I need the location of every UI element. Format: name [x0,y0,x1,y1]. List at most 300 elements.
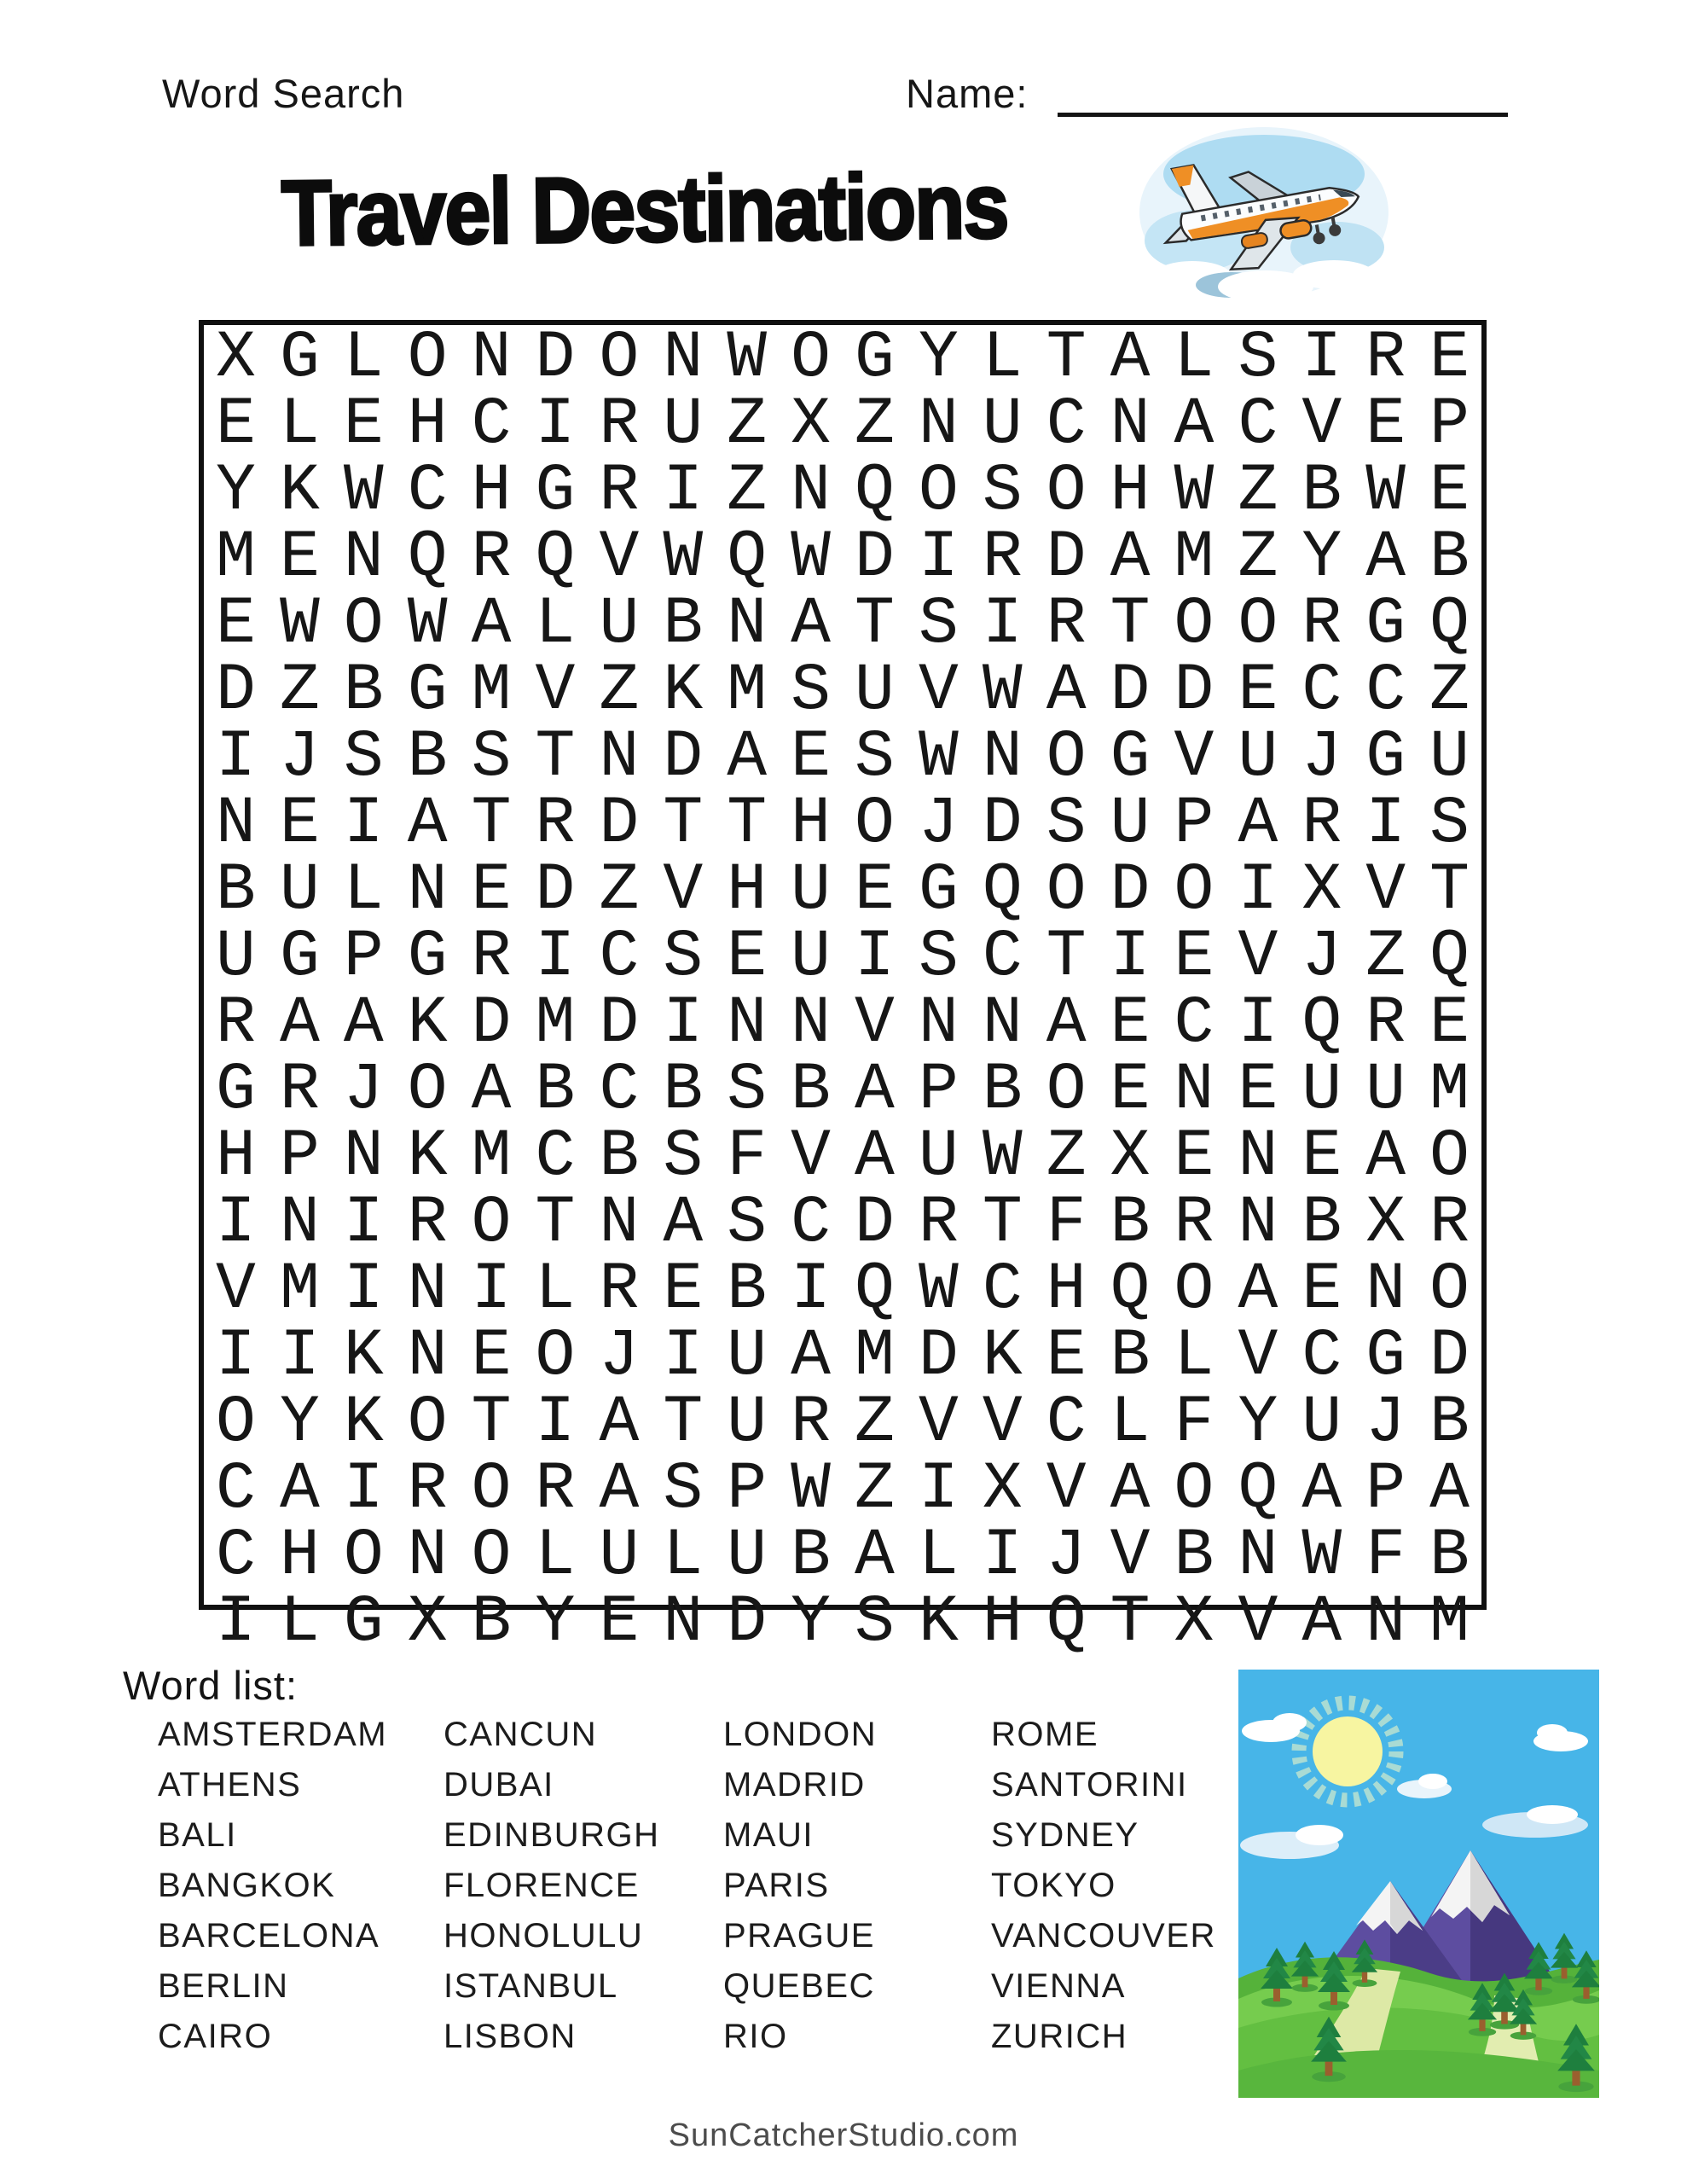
grid-letter: B [343,653,384,729]
grid-letter: A [471,1053,512,1128]
grid-letter: I [1110,920,1151,995]
grid-letter: M [471,1119,512,1194]
grid-letter: N [279,1186,320,1261]
mountain-landscape-icon [1238,1670,1599,2098]
grid-letter: C [1046,1385,1087,1461]
grid-letter: B [1110,1319,1151,1394]
puzzle-grid-frame [199,320,1487,1660]
grid-letter: B [1429,1385,1470,1461]
grid-letter: W [918,720,959,795]
grid-letter: S [471,720,512,795]
grid-letter: G [343,1585,384,1660]
word-list-item: AMSTERDAM [158,1716,388,1753]
grid-letter: Z [727,387,768,462]
grid-letter: D [1174,653,1215,729]
airplane-illustration [1136,121,1392,307]
grid-letter: V [918,1385,959,1461]
grid-letter: O [471,1519,512,1594]
grid-letter: G [1365,587,1406,662]
grid-letter: G [535,454,576,529]
grid-letter: E [791,720,831,795]
grid-letter: Z [1238,454,1278,529]
grid-letter: Z [855,1452,895,1527]
grid-letter: P [727,1452,768,1527]
grid-letter: H [279,1519,320,1594]
grid-letter: A [1110,321,1151,396]
word-list-item: SANTORINI [991,1766,1188,1804]
word-list-item: VANCOUVER [991,1917,1216,1955]
grid-letter: O [918,454,959,529]
grid-letter: R [279,1053,320,1128]
grid-letter: R [599,454,640,529]
grid-letter: N [918,986,959,1061]
grid-letter: N [407,1252,448,1327]
grid-letter: S [727,1186,768,1261]
grid-letter: Y [1238,1385,1278,1461]
grid-letter: Y [1301,520,1342,595]
grid-letter: K [407,1119,448,1194]
grid-letter: O [407,321,448,396]
grid-letter: B [1174,1519,1215,1594]
grid-letter: X [1365,1186,1406,1261]
grid-letter: T [471,1385,512,1461]
grid-letter: G [918,853,959,928]
grid-letter: A [1238,787,1278,862]
grid-letter: W [1301,1519,1342,1594]
word-list-item: EDINBURGH [443,1816,660,1854]
grid-letter: U [855,653,895,729]
word-list-heading: Word list: [123,1663,298,1708]
grid-letter: J [279,720,320,795]
name-label: Name: [906,71,1029,116]
grid-letter: P [1174,787,1215,862]
grid-letter: I [216,1319,256,1394]
grid-letter: N [1365,1585,1406,1660]
grid-letter: U [727,1319,768,1394]
grid-letter: G [407,920,448,995]
word-list-item: SYDNEY [991,1816,1139,1854]
grid-letter: U [727,1385,768,1461]
word-list-item: CANCUN [443,1716,598,1753]
grid-letter: U [1429,720,1470,795]
grid-letter: C [982,1252,1023,1327]
grid-letter: E [663,1252,704,1327]
grid-letter: C [1301,653,1342,729]
grid-letter: S [791,653,831,729]
grid-letter: O [1174,1252,1215,1327]
grid-letter: Y [535,1585,576,1660]
grid-letter: E [1238,653,1278,729]
grid-letter: V [535,653,576,729]
grid-letter: N [1110,387,1151,462]
grid-letter: M [1429,1053,1470,1128]
grid-letter: P [1365,1452,1406,1527]
grid-letter: Y [791,1585,831,1660]
grid-letter: N [1365,1252,1406,1327]
grid-letter: R [599,387,640,462]
worksheet-type-label: Word Search [162,71,405,116]
grid-letter: A [1110,1452,1151,1527]
grid-letter: C [982,920,1023,995]
grid-letter: D [599,787,640,862]
word-list-item: ISTANBUL [443,1967,618,2005]
grid-letter: P [1429,387,1470,462]
grid-letter: W [982,653,1023,729]
grid-letter: Z [1238,520,1278,595]
grid-letter: X [407,1585,448,1660]
grid-letter: L [663,1519,704,1594]
grid-letter: V [1046,1452,1087,1527]
grid-letter: U [216,920,256,995]
grid-letter: A [1238,1252,1278,1327]
grid-letter: O [471,1186,512,1261]
grid-letter: O [216,1385,256,1461]
grid-letter: I [663,454,704,529]
grid-letter: W [727,321,768,396]
mountain-landscape-illustration [1238,1670,1599,2098]
grid-letter: N [343,520,384,595]
grid-letter: L [535,587,576,662]
grid-letter: O [471,1452,512,1527]
grid-letter: L [1174,1319,1215,1394]
grid-letter: E [1110,1053,1151,1128]
grid-letter: C [599,1053,640,1128]
grid-letter: K [279,454,320,529]
grid-letter: Z [279,653,320,729]
grid-letter: B [663,1053,704,1128]
grid-letter: J [1301,920,1342,995]
grid-letter: R [471,920,512,995]
word-list-item: BARCELONA [158,1917,380,1955]
grid-letter: O [1174,1452,1215,1527]
grid-letter: B [791,1519,831,1594]
word-list-column [991,1710,1216,2062]
grid-letter: T [727,787,768,862]
grid-letter: O [535,1319,576,1394]
grid-letter: M [1174,520,1215,595]
grid-letter: V [791,1119,831,1194]
grid-letter: D [599,986,640,1061]
grid-letter: O [407,1053,448,1128]
grid-letter: Z [855,1385,895,1461]
grid-letter: T [535,720,576,795]
grid-letter: D [471,986,512,1061]
grid-letter: I [791,1252,831,1327]
grid-letter: D [1110,653,1151,729]
grid-letter: U [1238,720,1278,795]
grid-letter: I [471,1252,512,1327]
grid-letter: I [343,1252,384,1327]
grid-letter: I [918,1452,959,1527]
grid-letter: C [535,1119,576,1194]
grid-letter: B [1429,520,1470,595]
grid-letter: R [982,520,1023,595]
grid-letter: U [1110,787,1151,862]
grid-letter: B [1301,454,1342,529]
grid-letter: V [918,653,959,729]
word-list-column [443,1710,660,2062]
grid-letter: Z [599,853,640,928]
grid-letter: G [1110,720,1151,795]
grid-letter: E [1046,1319,1087,1394]
grid-letter: O [1174,587,1215,662]
grid-letter: D [982,787,1023,862]
grid-letter: E [279,520,320,595]
grid-letter: H [471,454,512,529]
grid-letter: S [727,1053,768,1128]
grid-letter: S [918,587,959,662]
grid-letter: B [791,1053,831,1128]
grid-letter: J [1365,1385,1406,1461]
grid-letter: N [343,1119,384,1194]
grid-letter: Q [982,853,1023,928]
grid-letter: S [1429,787,1470,862]
word-list-column [723,1710,877,2062]
grid-letter: U [663,387,704,462]
grid-letter: V [982,1385,1023,1461]
grid-letter: N [791,454,831,529]
word-list-column [158,1710,387,2062]
grid-letter: E [1174,920,1215,995]
grid-letter: T [471,787,512,862]
word-list-item: FLORENCE [443,1867,640,1904]
grid-letter: G [279,920,320,995]
grid-letter: D [535,321,576,396]
grid-letter: O [343,587,384,662]
grid-letter: W [1365,454,1406,529]
grid-letter: J [918,787,959,862]
grid-letter: C [791,1186,831,1261]
grid-letter: A [855,1053,895,1128]
grid-letter: O [1429,1252,1470,1327]
grid-letter: B [663,587,704,662]
grid-letter: G [1365,1319,1406,1394]
grid-letter: D [535,853,576,928]
grid-letter: B [1110,1186,1151,1261]
grid-letter: G [407,653,448,729]
grid-letter: A [343,986,384,1061]
grid-letter: D [216,653,256,729]
grid-letter: V [1365,853,1406,928]
grid-letter: W [791,1452,831,1527]
grid-letter: S [663,920,704,995]
grid-letter: C [216,1452,256,1527]
grid-letter: T [535,1186,576,1261]
grid-letter: S [855,1585,895,1660]
word-list-item: BALI [158,1816,237,1854]
grid-letter: M [279,1252,320,1327]
grid-letter: J [343,1053,384,1128]
grid-letter: Z [855,387,895,462]
grid-letter: L [343,321,384,396]
grid-letter: M [471,653,512,729]
grid-letter: S [918,920,959,995]
grid-letter: T [982,1186,1023,1261]
word-list-item: TOKYO [991,1867,1116,1904]
grid-letter: L [279,1585,320,1660]
grid-letter: I [216,1585,256,1660]
grid-letter: F [1365,1519,1406,1594]
grid-letter: A [791,1319,831,1394]
grid-letter: A [599,1452,640,1527]
grid-letter: L [1110,1385,1151,1461]
grid-letter: E [727,920,768,995]
grid-letter: A [791,587,831,662]
grid-letter: N [407,1519,448,1594]
grid-letter: I [535,387,576,462]
grid-letter: W [982,1119,1023,1194]
grid-letter: N [407,1319,448,1394]
word-list-item: LONDON [723,1716,878,1753]
grid-letter: C [471,387,512,462]
grid-letter: V [1174,720,1215,795]
grid-letter: X [1301,853,1342,928]
word-list-item: DUBAI [443,1766,554,1804]
grid-letter: W [1174,454,1215,529]
grid-letter: I [1238,853,1278,928]
grid-letter: I [918,520,959,595]
grid-letter: T [855,587,895,662]
grid-letter: X [1110,1119,1151,1194]
grid-letter: B [1429,1519,1470,1594]
grid-letter: N [599,720,640,795]
grid-letter: I [279,1319,320,1394]
grid-letter: R [1301,787,1342,862]
grid-letter: N [918,387,959,462]
grid-letter: X [1174,1585,1215,1660]
grid-letter: H [727,853,768,928]
grid-letter: C [407,454,448,529]
grid-letter: E [599,1585,640,1660]
grid-letter: I [535,1385,576,1461]
grid-letter: Q [1301,986,1342,1061]
grid-letter: G [216,1053,256,1128]
grid-letter: E [1365,387,1406,462]
grid-letter: B [216,853,256,928]
grid-letter: I [1365,787,1406,862]
grid-letter: T [1110,587,1151,662]
grid-letter: A [407,787,448,862]
grid-letter: R [599,1252,640,1327]
grid-letter: G [855,321,895,396]
grid-letter: L [982,321,1023,396]
grid-letter: R [1174,1186,1215,1261]
grid-letter: G [1365,720,1406,795]
grid-letter: N [663,1585,704,1660]
grid-letter: N [1238,1519,1278,1594]
grid-letter: M [727,653,768,729]
grid-letter: Y [279,1385,320,1461]
word-list-item: BANGKOK [158,1867,336,1904]
grid-letter: E [1301,1119,1342,1194]
grid-letter: U [791,920,831,995]
grid-letter: S [855,720,895,795]
grid-letter: A [471,587,512,662]
grid-letter: I [535,920,576,995]
grid-letter: A [279,986,320,1061]
grid-letter: L [918,1519,959,1594]
grid-letter: D [727,1585,768,1660]
grid-letter: I [343,787,384,862]
grid-letter: H [216,1119,256,1194]
word-list-item: LISBON [443,2018,577,2055]
grid-letter: K [663,653,704,729]
grid-letter: A [1110,520,1151,595]
grid-letter: O [1046,853,1087,928]
grid-letter: N [1238,1186,1278,1261]
grid-letter: B [982,1053,1023,1128]
word-list-item: MAUI [723,1816,814,1854]
grid-letter: O [1046,1053,1087,1128]
grid-letter: K [407,986,448,1061]
grid-letter: U [279,853,320,928]
grid-letter: W [918,1252,959,1327]
grid-letter: R [1365,321,1406,396]
grid-letter: S [663,1452,704,1527]
grid-letter: N [727,986,768,1061]
grid-letter: T [663,1385,704,1461]
grid-letter: I [663,1319,704,1394]
grid-letter: I [982,587,1023,662]
grid-letter: I [343,1452,384,1527]
grid-letter: U [727,1519,768,1594]
grid-letter: H [407,387,448,462]
grid-letter: R [1046,587,1087,662]
grid-letter: W [279,587,320,662]
grid-letter: E [471,853,512,928]
grid-letter: E [1238,1053,1278,1128]
grid-letter: Q [1046,1585,1087,1660]
grid-letter: X [982,1452,1023,1527]
grid-letter: N [663,321,704,396]
grid-letter: E [279,787,320,862]
grid-letter: E [1110,986,1151,1061]
grid-letter: D [855,520,895,595]
grid-letter: H [982,1585,1023,1660]
grid-letter: L [279,387,320,462]
grid-letter: V [663,853,704,928]
grid-letter: N [1238,1119,1278,1194]
grid-letter: K [343,1319,384,1394]
grid-letter: V [1238,1585,1278,1660]
word-list-item: MADRID [723,1766,866,1804]
grid-letter: V [599,520,640,595]
grid-letter: V [1301,387,1342,462]
grid-letter: U [982,387,1023,462]
grid-letter: N [982,986,1023,1061]
grid-letter: N [982,720,1023,795]
grid-letter: V [1238,1319,1278,1394]
grid-letter: B [599,1119,640,1194]
grid-letter: O [343,1519,384,1594]
word-list-item: HONOLULU [443,1917,644,1955]
name-blank-line [1058,113,1508,117]
grid-letter: Q [727,520,768,595]
grid-letter: A [279,1452,320,1527]
grid-letter: A [855,1119,895,1194]
grid-letter: W [791,520,831,595]
grid-letter: D [1110,853,1151,928]
grid-letter: R [535,1452,576,1527]
grid-letter: B [535,1053,576,1128]
grid-letter: R [1301,587,1342,662]
word-list-item: ATHENS [158,1766,302,1804]
grid-letter: Z [727,454,768,529]
grid-letter: F [727,1119,768,1194]
word-list-item: ZURICH [991,2018,1128,2055]
grid-letter: Z [599,653,640,729]
grid-letter: C [1238,387,1278,462]
